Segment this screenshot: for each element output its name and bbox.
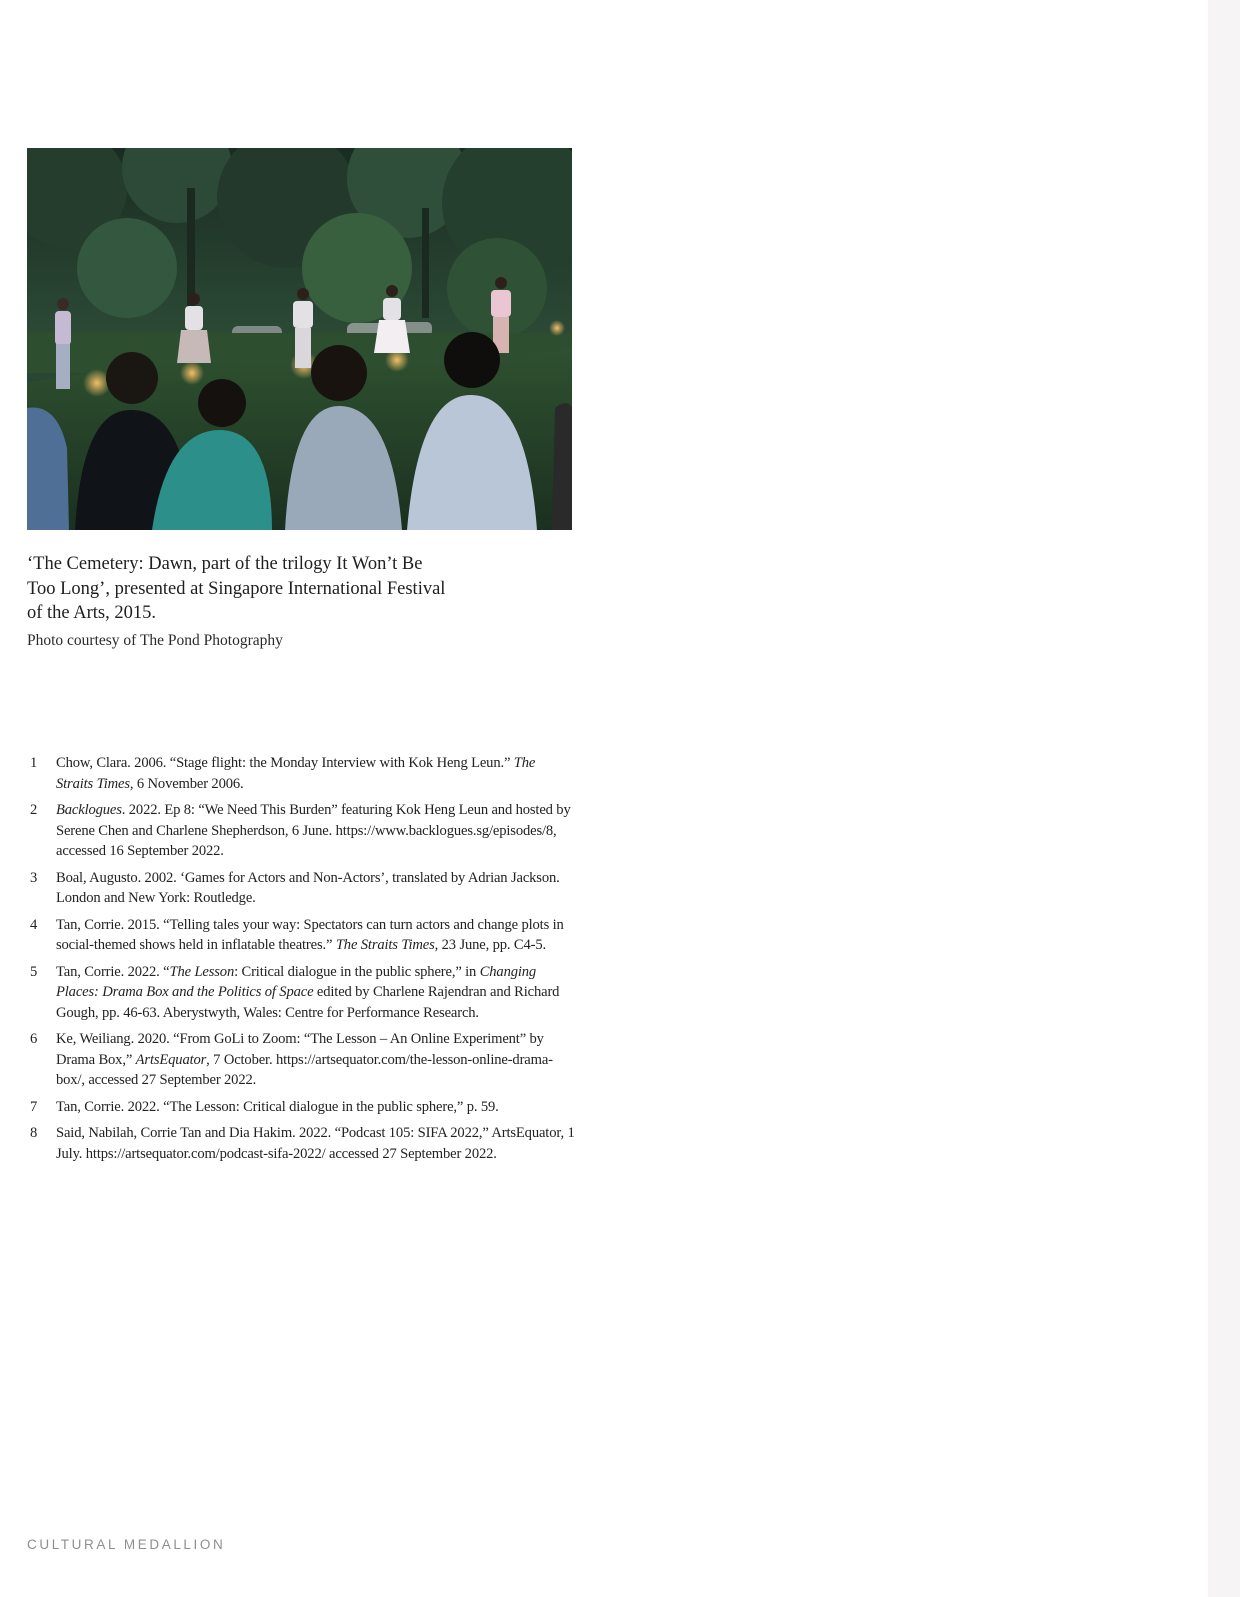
endnote — [27, 1097, 575, 1118]
endnote-number: 1 — [30, 755, 38, 771]
endnote-text — [56, 802, 571, 859]
endnote-text-segment: , 6 November 2006. — [129, 775, 244, 792]
endnote-text-segment: . 2022. Ep 8: “We Need This Burden” featuring Kok Heng Leun and hosted by Serene Chen and Charlene Shepherdson, 6 June. https://www.backlogues.sg/episodes/8, accessed 16 September 2022. — [56, 802, 571, 859]
endnote-number: 3 — [30, 869, 38, 886]
endnote-number: 2 — [30, 802, 38, 818]
endnote-italic-title: Backlogues — [56, 802, 122, 818]
endnote-number: 5 — [30, 963, 38, 980]
endnote-text — [56, 870, 560, 907]
endnote-italic-title: The Lesson — [169, 963, 235, 980]
endnote-text-segment: Chow, Clara. 2006. “Stage flight: the Monday Interview with Kok Heng Leun.” — [56, 755, 514, 771]
endnotes-list — [27, 753, 575, 1170]
endnote-text-segment: : Critical dialogue in the public sphere,” in — [234, 963, 480, 980]
endnote — [27, 1029, 575, 1091]
endnote-number: 8 — [30, 1125, 38, 1141]
endnote-text-segment: Tan, Corrie. 2015. “Telling tales your way: Spectators can turn actors and change plots in social-themed shows held in inflatable theatres.” — [56, 916, 564, 953]
endnote-text-segment: Boal, Augusto. 2002. ‘Games for Actors and Non-Actors’, translated by Adrian Jackson. London and New York: Routledge. — [56, 869, 560, 906]
endnote-text-segment: Ke, Weiliang. 2020. “From GoLi to Zoom: “The Lesson – An Online Experiment” by Drama Box,” — [56, 1031, 544, 1068]
endnote-text-segment: Tan, Corrie. 2022. “The Lesson: Critical dialogue in the public sphere,” p. 59. — [56, 1098, 499, 1115]
endnote-italic-title: The Straits Times — [56, 755, 536, 792]
endnote-italic-title: The Straits Times — [335, 937, 435, 953]
footer-label: CULTURAL MEDALLION — [27, 1537, 226, 1552]
endnote — [27, 915, 575, 956]
endnote — [27, 868, 575, 909]
endnote-text-segment: Tan, Corrie. 2022. “ — [56, 963, 170, 980]
endnote-text-segment: Said, Nabilah, Corrie Tan and Dia Hakim. 2022. “Podcast 105: SIFA 2022,” ArtsEquator, 1 July. https://artsequator.com/podcast-sifa-2022/ accessed 27 September 2022. — [56, 1125, 575, 1162]
performance-photo — [27, 148, 572, 530]
endnote — [27, 800, 575, 862]
endnote-number: 6 — [30, 1031, 38, 1047]
endnote-number: 4 — [30, 916, 38, 933]
photo-credit: Photo courtesy of The Pond Photography — [27, 632, 283, 649]
endnote-text-segment: , 7 October. https://artsequator.com/the-lesson-online-drama-box/, accessed 27 September 2022. — [56, 1051, 553, 1088]
endnote-text — [56, 964, 559, 1021]
endnote — [27, 753, 575, 794]
endnote — [27, 1123, 575, 1164]
endnote-number: 7 — [30, 1098, 38, 1115]
endnote-text — [56, 755, 535, 792]
figure-caption: ‘The Cemetery: Dawn, part of the trilogy It Won’t Be Too Long’, presented at Singapore International Festival of the Arts, 2015. — [27, 554, 446, 623]
endnote-italic-title: Changing Places: Drama Box and the Politics of Space — [56, 963, 537, 1000]
endnote-text — [56, 1099, 499, 1115]
page-edge — [1208, 0, 1240, 1597]
endnote — [27, 962, 575, 1024]
endnote-text-segment: , 23 June, pp. C4-5. — [434, 937, 546, 953]
endnote-text — [56, 917, 564, 954]
endnote-text — [56, 1125, 575, 1162]
endnote-text — [56, 1031, 553, 1088]
endnote-text-segment: edited by Charlene Rajendran and Richard Gough, pp. 46-63. Aberystwyth, Wales: Centre for Performance Research. — [56, 984, 560, 1021]
endnote-italic-title: ArtsEquator — [135, 1051, 207, 1068]
